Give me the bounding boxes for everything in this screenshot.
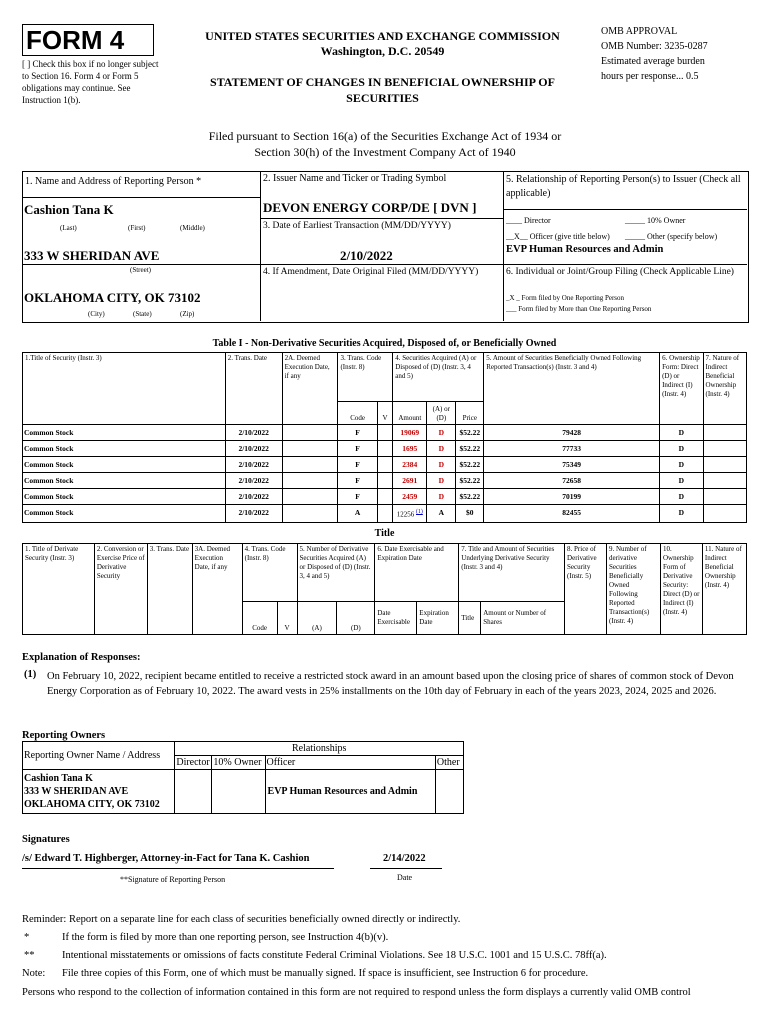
trans-date: 2/10/2022 [225, 441, 282, 457]
owners-col-director: Director [175, 756, 212, 770]
divider [260, 171, 261, 321]
trans-date: 2/10/2022 [225, 425, 282, 441]
t2-h-owned: 9. Number of derivative Securities Beneficially Owned Following Reported Transaction(s) (Instr. 4) [607, 544, 661, 635]
owned: 79428 [484, 425, 660, 441]
t2-h-title: 1. Title of Derivate Security (Instr. 3) [23, 544, 95, 635]
owner-officer-title: EVP Human Resources and Admin [265, 770, 435, 814]
check-box-note: [ ] Check this box if no longer subject to Section 16. Form 4 or Form 5 obligations may continue. See Instruction 1(b). [22, 59, 159, 105]
t2-h-exp: Expiration Date [417, 602, 459, 635]
t1-h-deemed: 2A. Deemed Execution Date, if any [282, 353, 338, 425]
reminder-line-4: Persons who respond to the collection of information contained in this form are not required to respond unless the form displays a currently valid OMB control [22, 987, 691, 998]
t1-h-securities: 4. Securities Acquired (A) or Disposed of (D) (Instr. 3, 4 and 5) [393, 353, 484, 402]
officer-title: EVP Human Resources and Admin [506, 244, 664, 255]
t2-h-date: 3. Trans. Date [147, 544, 192, 635]
date-label: Date [397, 873, 413, 882]
agency-location: Washington, D.C. 20549 [320, 44, 445, 58]
amount: 12256 [396, 510, 415, 519]
price: $52.22 [456, 473, 484, 489]
label-last: (Last) [60, 224, 77, 232]
t1-h-code: 3. Trans. Code (Instr. 8) [338, 353, 393, 402]
form-title: FORM 4 [22, 24, 154, 56]
table1-title: Table I - Non-Derivative Securities Acquired, Disposed of, or Beneficially Owned [212, 338, 557, 349]
price: $0 [456, 505, 484, 523]
owners-table [22, 741, 464, 814]
price: $52.22 [456, 489, 484, 505]
label-zip: (Zip) [180, 310, 195, 318]
security: Common Stock [23, 473, 226, 489]
table-row [23, 457, 747, 473]
amount-with-footnote [393, 505, 427, 523]
t1-h-v: V [377, 402, 393, 425]
signatures-heading: Signatures [22, 834, 70, 845]
security: Common Stock [23, 457, 226, 473]
trans-date: 2/10/2022 [225, 457, 282, 473]
reminder-line-1: If the form is filed by more than one reporting person, see Instruction 4(b)(v). [62, 932, 389, 943]
t2-h-deemed: 3A. Deemed Execution Date, if any [192, 544, 242, 635]
ownership-form: D [660, 473, 703, 489]
divider [503, 209, 747, 210]
table2-title: Title [374, 528, 395, 539]
owner-city: OKLAHOMA CITY, OK 73102 [24, 799, 160, 810]
trans-date: 2/10/2022 [225, 505, 282, 523]
owner-name: Cashion Tana K [24, 773, 93, 784]
trans-code: F [338, 489, 377, 505]
owned: 75349 [484, 457, 660, 473]
divider [503, 171, 504, 321]
t2-h-price: 8. Price of Derivative Security (Instr. 5) [565, 544, 607, 635]
label-state: (State) [133, 310, 152, 318]
label-middle: (Middle) [180, 224, 205, 232]
t2-h-code-sub: Code [242, 602, 277, 635]
owner-address [23, 770, 175, 814]
t1-h-title: 1.Title of Security (Instr. 3) [23, 353, 226, 425]
statement-title: STATEMENT OF CHANGES IN BENEFICIAL OWNERSHIP OF SECURITIES [210, 75, 555, 105]
omb-burden: Estimated average burden [601, 56, 705, 67]
filing-one: _X _ Form filed by One Reporting Person [506, 294, 625, 302]
table-row [23, 473, 747, 489]
t2-h-conversion: 2. Conversion or Exercise Price of Derivative Security [94, 544, 147, 635]
owner-street: 333 W SHERIDAN AVE [24, 786, 129, 797]
reporter-name: Cashion Tana K [24, 202, 114, 217]
omb-number: OMB Number: 3235-0287 [601, 41, 708, 52]
t2-h-exercisable: 6. Date Exercisable and Expiration Date [375, 544, 459, 602]
label-city: (City) [88, 310, 105, 318]
label-amendment: 4. If Amendment, Date Original Filed (MM/DD/YYYY) [263, 267, 479, 277]
t2-h-number: 5. Number of Derivative Securities Acquired (A) or Disposed of (D) (Instr. 3, 4 and 5) [297, 544, 375, 602]
agency-name: UNITED STATES SECURITIES AND EXCHANGE COMMISSION [205, 29, 560, 43]
t2-h-ownership: 10. Ownership Form of Derivative Security: Direct (D) or Indirect (I) (Instr. 4) [660, 544, 702, 635]
security: Common Stock [23, 425, 226, 441]
filed-line-2: Section 30(h) of the Investment Company Act of 1940 [254, 145, 516, 159]
t1-h-amount: Amount [393, 402, 427, 425]
signature-value: /s/ Edward T. Highberger, Attorney-in-Fact for Tana K. Cashion [22, 853, 310, 864]
t1-h-ownership: 6. Ownership Form: Direct (D) or Indirect (I) (Instr. 4) [660, 353, 703, 425]
t2-h-date-ex: Date Exercisable [375, 602, 417, 635]
owned: 77733 [484, 441, 660, 457]
filed-pursuant [90, 128, 680, 160]
signature-line [22, 868, 334, 869]
t2-h-amt: Amount or Number of Shares [481, 602, 565, 635]
table-row [23, 489, 747, 505]
t1-h-code-sub: Code [338, 402, 377, 425]
owners-heading: Reporting Owners [22, 730, 106, 741]
trans-date: 2/10/2022 [225, 473, 282, 489]
a-or-d: D [427, 457, 456, 473]
omb-hours: hours per response... 0.5 [601, 71, 699, 82]
issuer-name: DEVON ENERGY CORP/DE [ DVN ] [263, 200, 477, 215]
t1-h-amount-owned: 5. Amount of Securities Beneficially Owned Following Reported Transaction(s) (Instr. 3 and 4) [484, 353, 660, 425]
t2-h-a: (A) [297, 602, 337, 635]
reminder-key-1: * [24, 932, 30, 943]
divider [260, 218, 503, 219]
ownership-form: D [660, 505, 703, 523]
table-row [23, 441, 747, 457]
date-line [370, 868, 442, 869]
reminder-line-2: Intentional misstatements or omissions of facts constitute Federal Criminal Violations. See 18 U.S.C. 1001 and 15 U.S.C. 78ff(a). [62, 950, 607, 961]
t2-h-underlying: 7. Title and Amount of Securities Underlying Derivative Security (Instr. 3 and 4) [459, 544, 565, 602]
trans-code: A [338, 505, 377, 523]
a-or-d: D [427, 441, 456, 457]
t2-h-v: V [277, 602, 297, 635]
reminder-line-3: File three copies of this Form, one of which must be manually signed. If space is insufficient, see Instruction 6 for procedure. [62, 968, 589, 979]
label-issuer: 2. Issuer Name and Ticker or Trading Symbol [263, 173, 447, 184]
signature-date: 2/14/2022 [383, 853, 426, 864]
ownership-form: D [660, 441, 703, 457]
amount: 2459 [393, 489, 427, 505]
signature-label: **Signature of Reporting Person [120, 875, 226, 884]
reminder-key-2: ** [24, 950, 35, 961]
label-first: (First) [128, 224, 146, 232]
t1-h-aord: (A) or (D) [427, 402, 456, 425]
trans-code: F [338, 473, 377, 489]
price: $52.22 [456, 441, 484, 457]
owned: 82455 [484, 505, 660, 523]
t2-h-d: (D) [337, 602, 375, 635]
owners-col-other: Other [435, 756, 463, 770]
footnote-link[interactable]: (1) [416, 509, 423, 515]
a-or-d: A [427, 505, 456, 523]
divider [22, 197, 260, 198]
security: Common Stock [23, 505, 226, 523]
amount: 1695 [393, 441, 427, 457]
t1-h-nature: 7. Nature of Indirect Beneficial Ownership (Instr. 4) [703, 353, 747, 425]
omb-block [601, 24, 708, 84]
label-filing: 6. Individual or Joint/Group Filing (Check Applicable Line) [506, 267, 734, 277]
earliest-date: 2/10/2022 [340, 248, 393, 263]
table1 [22, 352, 747, 523]
owners-relationships: Relationships [175, 742, 464, 756]
label-reporter-name: 1. Name and Address of Reporting Person * [25, 176, 202, 187]
trans-code: F [338, 457, 377, 473]
security: Common Stock [23, 489, 226, 505]
label-street: (Street) [130, 266, 151, 274]
check-other: _____ Other (specify below) [625, 232, 718, 241]
owned: 72658 [484, 473, 660, 489]
price: $52.22 [456, 425, 484, 441]
a-or-d: D [427, 489, 456, 505]
amount: 19069 [393, 425, 427, 441]
explanation-heading: Explanation of Responses: [22, 652, 141, 663]
reminder-key-3: Note: [22, 968, 46, 979]
owners-col-10-owner: 10% Owner [212, 756, 265, 770]
table2 [22, 543, 747, 635]
omb-approval: OMB APPROVAL [601, 26, 678, 37]
owners-col-officer: Officer [265, 756, 435, 770]
t1-h-price: Price [456, 402, 484, 425]
a-or-d: D [427, 473, 456, 489]
a-or-d: D [427, 425, 456, 441]
owners-col-name: Reporting Owner Name / Address [23, 742, 175, 770]
explanation-number: (1) [24, 669, 37, 680]
filed-line-1: Filed pursuant to Section 16(a) of the Securities Exchange Act of 1934 or [208, 129, 562, 143]
reporter-street: 333 W SHERIDAN AVE [24, 248, 160, 263]
filing-more: ___ Form filed by More than One Reporting Person [506, 305, 652, 313]
t2-h-nature: 11. Nature of Indirect Beneficial Ownership (Instr. 4) [702, 544, 746, 635]
table-row [23, 425, 747, 441]
explanation-text: On February 10, 2022, recipient became entitled to receive a restricted stock award in an amount based upon the closing price of shares of common stock of Devon Energy Corporation as of February 10, 2022. The award vests in 25% installments on the 10th day of February in each of the years 2023, 2024, 2025 and 2026. [47, 671, 734, 697]
security: Common Stock [23, 441, 226, 457]
owned: 70199 [484, 489, 660, 505]
t2-h-code: 4. Trans. Code (Instr. 8) [242, 544, 297, 602]
ownership-form: D [660, 489, 703, 505]
amount: 2691 [393, 473, 427, 489]
t2-h-title-sub: Title [459, 602, 481, 635]
reminder-text: Reminder: Report on a separate line for each class of securities beneficially owned directly or indirectly. [22, 914, 461, 925]
reporter-city: OKLAHOMA CITY, OK 73102 [24, 290, 201, 305]
check-director: ____ Director [506, 216, 551, 225]
trans-code: F [338, 441, 377, 457]
ownership-form: D [660, 457, 703, 473]
label-relationship: 5. Relationship of Reporting Person(s) to Issuer (Check all applicable) [506, 174, 741, 199]
table-row [23, 505, 747, 523]
label-earliest-date: 3. Date of Earliest Transaction (MM/DD/YYYY) [263, 221, 451, 231]
t1-h-date: 2. Trans. Date [225, 353, 282, 425]
price: $52.22 [456, 457, 484, 473]
amount: 2384 [393, 457, 427, 473]
check-10-owner: _____ 10% Owner [625, 216, 686, 225]
trans-code: F [338, 425, 377, 441]
trans-date: 2/10/2022 [225, 489, 282, 505]
divider [22, 264, 747, 265]
ownership-form: D [660, 425, 703, 441]
check-officer: __X__ Officer (give title below) [506, 232, 610, 241]
